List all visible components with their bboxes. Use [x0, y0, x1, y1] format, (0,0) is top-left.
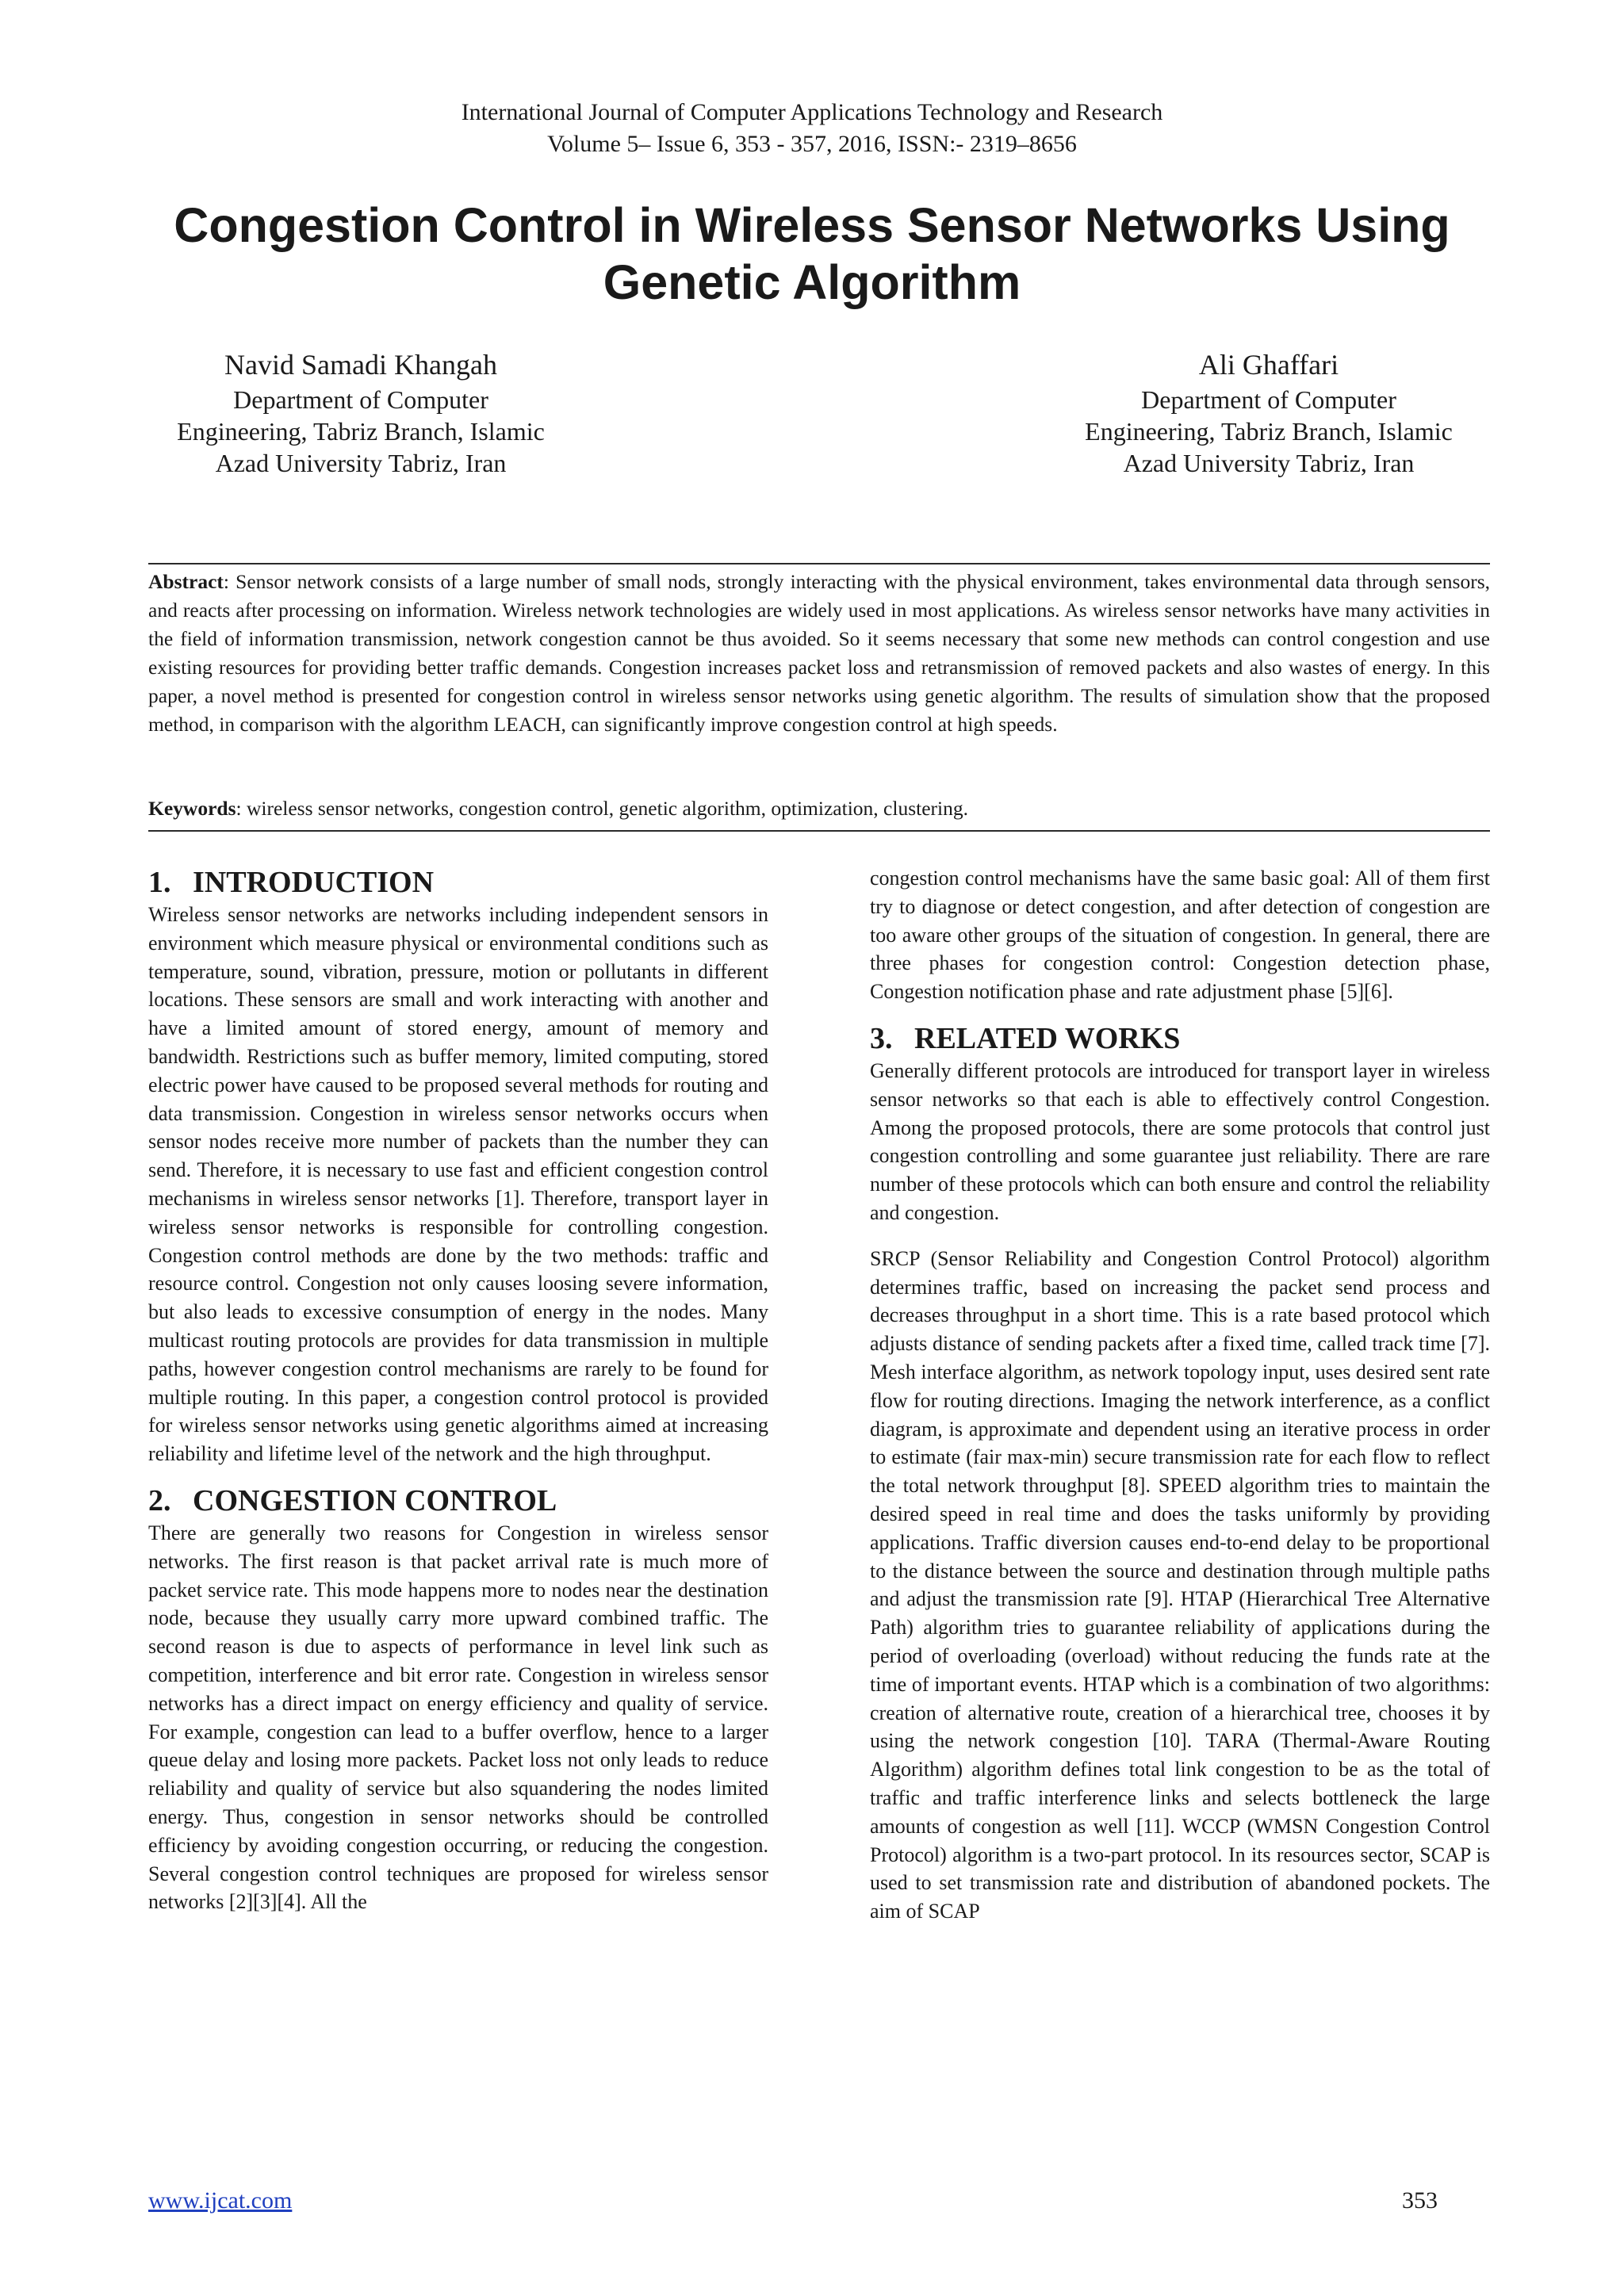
keywords-bottom-rule — [148, 830, 1490, 832]
section-title: INTRODUCTION — [193, 866, 435, 899]
keywords — [148, 794, 1490, 823]
section-heading-congestion-control — [148, 1483, 768, 1519]
paper-title-line1: Congestion Control in Wireless Sensor Networks Using — [174, 198, 1450, 252]
author-affiliation-line: Engineering, Tabriz Branch, Islamic — [1085, 417, 1453, 446]
section-heading-introduction — [148, 864, 768, 901]
author-affiliation-line: Azad University Tabriz, Iran — [215, 449, 507, 477]
author-block-1 — [139, 346, 583, 479]
introduction-paragraph: Wireless sensor networks are networks including independent sensors in environment which measure physical or environmental conditions such as temperature, sound, vibration, pressure, motion or pollutants in different locations. These sensors are small and work interacting with another and have a limited amount of stored energy, amount of memory and bandwidth. Restrictions such as buffer memory, limited computing, stored electric power have caused to be proposed several methods for routing and data transmission. Congestion in wireless sensor networks occurs when sensor nodes receive more number of packets than the number they can send. Therefore, it is necessary to use fast and efficient congestion control mechanisms in wireless sensor networks [1]. Therefore, transport layer in wireless sensor networks is responsible for controlling congestion. Congestion control methods are done by the two methods: traffic and resource control. Congestion not only causes loosing severe information, but also leads to excessive consumption of energy in the nodes. Many multicast routing protocols are provides for data transmission in multiple paths, however congestion control mechanisms are rarely to be found for multiple routing. In this paper, a congestion control protocol is provided for wireless sensor networks using genetic algorithms aimed at increasing reliability and lifetime level of the network and the high throughput. — [148, 903, 768, 1466]
section-heading-related-works — [870, 1020, 1490, 1057]
abstract — [148, 568, 1490, 739]
journal-name: International Journal of Computer Applications Technology and Research — [461, 99, 1163, 125]
section-title: RELATED WORKS — [914, 1021, 1181, 1055]
paper-title — [103, 197, 1521, 311]
left-column — [148, 864, 768, 1916]
congestion-control-paragraph: There are generally two reasons for Congestion in wireless sensor networks. The first reason is that packet arrival rate is much more of packet service rate. This mode happens more to nodes near the destination node, because they usually carry more upward combined traffic. The second reason is due to aspects of performance in level link such as competition, interference and bit error rate. Congestion in wireless sensor networks has a direct impact on energy efficiency and quality of service. For example, congestion can lead to a buffer overflow, hence to a larger queue delay and losing more packets. Packet loss not only leads to reduce reliability and quality of service but also squandering the nodes limited energy. Thus, congestion in sensor networks should be controlled efficiency by avoiding congestion occurring, or reducing the congestion. Several congestion control techniques are proposed for wireless sensor networks [2][3][4]. All the — [148, 1521, 768, 1914]
author-affiliation-line: Engineering, Tabriz Branch, Islamic — [177, 417, 545, 446]
author-block-2 — [1047, 346, 1491, 479]
section-number: 3. — [870, 1021, 893, 1055]
author-affiliation-line: Department of Computer — [233, 385, 488, 414]
related-works-paragraph: Generally different protocols are introduced for transport layer in wireless sensor networks so that each is able to effectively control Congestion. Among the proposed protocols, there are some protocols that control just congestion controlling and some guarantee just reliability. There are rare number of these protocols which can both ensure and control the reliability and congestion. — [870, 1058, 1490, 1224]
page-number: 353 — [1402, 2187, 1438, 2214]
congestion-control-paragraph-continued: congestion control mechanisms have the same basic goal: All of them first try to diagnose or detect congestion, and after detection of congestion are too aware other groups of the situation of congestion. In general, there are three phases for congestion control: Congestion detection phase, Congestion notification phase and rate adjustment phase [5][6]. — [870, 867, 1490, 1004]
journal-header — [0, 97, 1624, 160]
keywords-label: Keywords — [148, 797, 236, 820]
keywords-text: : wireless sensor networks, congestion control, genetic algorithm, optimization, clustering. — [236, 797, 968, 820]
section-title: CONGESTION CONTROL — [193, 1483, 557, 1517]
related-works-paragraph: SRCP (Sensor Reliability and Congestion Control Protocol) algorithm determines traffic, based on increasing the packet send process and decreases throughput in a short time. This is a rate based protocol which adjusts distance of sending packets after a fixed time, called track time [7]. Mesh interface algorithm, as network topology input, uses desired sent rate flow for routing directions. Imaging the network interference, as a conflict diagram, is approximate and dependent using an iterative process in order to estimate (fair max-min) secure transmission rate for each flow to reflect the total network throughput [8]. SPEED algorithm tries to maintain the desired speed in real time and does the tasks uniformly by providing applications. Traffic diversion causes end-to-end delay to be proportional to the distance between the source and destination through multiple paths and adjust the transmission rate [9]. HTAP (Hierarchical Tree Alternative Path) algorithm tries to guarantee reliability of applications during the period of overloading (overload) without reducing the funds rate at the time of important events. HTAP which is a combination of two algorithms: creation of alternative route, creation of a hierarchical tree, chooses it by using the network congestion [10]. TARA (Thermal-Aware Routing Algorithm) algorithm defines total link congestion to be as the total of traffic and traffic interference links and selects bottleneck the large amounts of congestion as well [11]. WCCP (WMSN Congestion Control Protocol) algorithm is a two-part protocol. In its resources sector, SCAP is used to set transmission rate and distribution of abandoned pockets. The aim of SCAP — [870, 1246, 1490, 1923]
right-column — [870, 864, 1490, 1926]
author-affiliation-line: Department of Computer — [1141, 385, 1396, 414]
author-affiliation-line: Azad University Tabriz, Iran — [1123, 449, 1415, 477]
section-number: 2. — [148, 1483, 171, 1517]
section-number: 1. — [148, 866, 171, 899]
journal-website-link[interactable]: www.ijcat.com — [148, 2187, 293, 2214]
author-name: Navid Samadi Khangah — [224, 349, 497, 381]
abstract-text: : Sensor network consists of a large number of small nods, strongly interacting with the physical environment, takes environmental data through sensors, and reacts after processing on information. Wireless network technologies are widely used in most applications. As wireless sensor networks have many activities in the field of information transmission, network congestion cannot be thus avoided. So it seems necessary that some new methods can control congestion and use existing resources for providing better traffic demands. Congestion increases packet loss and retransmission of removed packets and also wastes of energy. In this paper, a novel method is presented for congestion control in wireless sensor networks using genetic algorithm. The results of simulation show that the proposed method, in comparison with the algorithm LEACH, can significantly improve congestion control at high speeds. — [148, 570, 1490, 736]
abstract-top-rule — [148, 563, 1490, 564]
paper-title-line2: Genetic Algorithm — [603, 255, 1021, 309]
abstract-label: Abstract — [148, 570, 224, 593]
author-name: Ali Ghaffari — [1198, 349, 1339, 381]
journal-volume: Volume 5– Issue 6, 353 - 357, 2016, ISSN:- 2319–8656 — [547, 131, 1077, 157]
